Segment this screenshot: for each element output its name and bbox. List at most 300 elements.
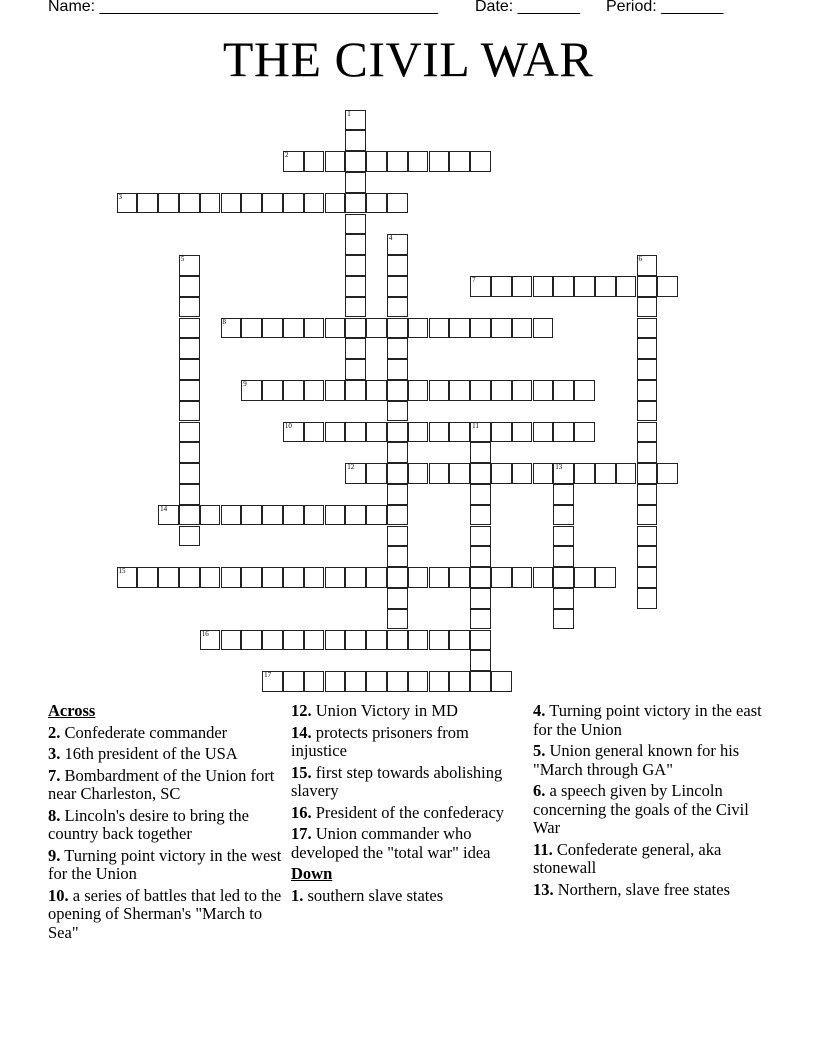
clue-number: 5.: [533, 741, 546, 760]
crossword-cell[interactable]: [179, 463, 200, 484]
clue-number-label: 2: [284, 151, 289, 160]
crossword-cell[interactable]: [574, 276, 595, 297]
crossword-cell[interactable]: [470, 546, 491, 567]
crossword-cell[interactable]: [408, 567, 429, 588]
crossword-cell[interactable]: [449, 380, 470, 401]
crossword-cell[interactable]: [221, 505, 242, 526]
crossword-cell[interactable]: [408, 671, 429, 692]
clue-item: [291, 764, 523, 801]
crossword-cell[interactable]: [262, 505, 283, 526]
crossword-cell[interactable]: [117, 193, 138, 214]
clue-number-label: 10: [284, 421, 292, 430]
crossword-cell[interactable]: [491, 380, 512, 401]
crossword-cell[interactable]: [533, 567, 554, 588]
crossword-cell[interactable]: [345, 297, 366, 318]
crossword-cell[interactable]: [179, 505, 200, 526]
crossword-cell[interactable]: [429, 567, 450, 588]
crossword-cell[interactable]: [387, 505, 408, 526]
clue-item: [48, 807, 284, 844]
crossword-cell[interactable]: [470, 650, 491, 671]
crossword-cell[interactable]: [117, 567, 138, 588]
clue-item: [291, 887, 523, 906]
clue-number-label: 7: [472, 275, 476, 284]
crossword-cell[interactable]: [637, 463, 658, 484]
clue-number-label: 13: [555, 463, 563, 472]
crossword-cell[interactable]: [574, 567, 595, 588]
crossword-cell[interactable]: [429, 318, 450, 339]
crossword-cell[interactable]: [512, 567, 533, 588]
crossword-cell[interactable]: [221, 567, 242, 588]
crossword-cell[interactable]: [470, 609, 491, 630]
clue-number-label: 16: [201, 629, 209, 638]
crossword-cell[interactable]: [637, 255, 658, 276]
crossword-cell[interactable]: [345, 380, 366, 401]
crossword-cell[interactable]: [429, 422, 450, 443]
crossword-cell[interactable]: [637, 546, 658, 567]
crossword-cell[interactable]: [366, 671, 387, 692]
crossword-cell[interactable]: [637, 526, 658, 547]
clue-number-label: 6: [638, 255, 642, 264]
crossword-cell[interactable]: [449, 318, 470, 339]
clue-number-label: 17: [264, 671, 272, 680]
crossword-cell[interactable]: [158, 505, 179, 526]
crossword-cell[interactable]: [574, 463, 595, 484]
crossword-cell[interactable]: [304, 151, 325, 172]
crossword-cell[interactable]: [179, 276, 200, 297]
crossword-cell[interactable]: [637, 422, 658, 443]
crossword-cell[interactable]: [553, 526, 574, 547]
crossword-cell[interactable]: [283, 380, 304, 401]
crossword-cell[interactable]: [491, 276, 512, 297]
crossword-cell[interactable]: [533, 380, 554, 401]
clue-number-label: 8: [222, 317, 226, 326]
crossword-cell[interactable]: [449, 151, 470, 172]
clue-text: 16th president of the USA: [60, 744, 238, 763]
crossword-cell[interactable]: [304, 630, 325, 651]
crossword-cell[interactable]: [179, 442, 200, 463]
clue-number: 12.: [291, 701, 312, 720]
crossword-cell[interactable]: [387, 255, 408, 276]
clue-number: 17.: [291, 824, 312, 843]
crossword-cell[interactable]: [366, 318, 387, 339]
crossword-cell[interactable]: [241, 505, 262, 526]
crossword-cell[interactable]: [241, 318, 262, 339]
crossword-cell[interactable]: [637, 338, 658, 359]
crossword-cell[interactable]: [595, 276, 616, 297]
crossword-cell[interactable]: [637, 442, 658, 463]
crossword-cell[interactable]: [262, 671, 283, 692]
crossword-cell[interactable]: [366, 567, 387, 588]
crossword-cell[interactable]: [491, 671, 512, 692]
crossword-cell[interactable]: [387, 297, 408, 318]
crossword-cell[interactable]: [366, 422, 387, 443]
crossword-cell[interactable]: [179, 484, 200, 505]
crossword-cell[interactable]: [304, 422, 325, 443]
clue-number-label: 12: [347, 463, 355, 472]
crossword-cell[interactable]: [137, 193, 158, 214]
crossword-cell[interactable]: [429, 463, 450, 484]
crossword-cell[interactable]: [470, 442, 491, 463]
crossword-cell[interactable]: [179, 526, 200, 547]
clue-text: Bombardment of the Union fort near Charleston, SC: [48, 765, 275, 803]
crossword-cell[interactable]: [304, 567, 325, 588]
crossword-cell[interactable]: [366, 380, 387, 401]
crossword-cell[interactable]: [657, 276, 678, 297]
crossword-cell[interactable]: [325, 193, 346, 214]
crossword-cell[interactable]: [366, 505, 387, 526]
clue-number-label: 15: [118, 567, 126, 576]
crossword-cell[interactable]: [345, 130, 366, 151]
crossword-cell[interactable]: [387, 609, 408, 630]
crossword-cell[interactable]: [179, 318, 200, 339]
clue-number: 16.: [291, 802, 312, 822]
crossword-cell[interactable]: [345, 463, 366, 484]
crossword-cell[interactable]: [137, 567, 158, 588]
crossword-cell[interactable]: [387, 359, 408, 380]
clue-number: 7.: [48, 765, 61, 785]
crossword-cell[interactable]: [387, 630, 408, 651]
crossword-cell[interactable]: [449, 463, 470, 484]
clue-item: [533, 742, 773, 779]
clue-item: [48, 767, 284, 804]
crossword-cell[interactable]: [553, 505, 574, 526]
crossword-cell[interactable]: [304, 193, 325, 214]
clue-item: [533, 702, 773, 739]
crossword-cell[interactable]: [387, 234, 408, 255]
crossword-cell[interactable]: [657, 463, 678, 484]
clue-text: Union commander who developed the "total war" idea: [291, 824, 491, 862]
crossword-cell[interactable]: [491, 318, 512, 339]
clues-column-3: [533, 702, 773, 902]
crossword-cell[interactable]: [345, 110, 366, 131]
clue-text: Confederate commander: [60, 722, 228, 742]
clue-number-label: 5: [180, 255, 185, 264]
clue-item: [48, 847, 284, 884]
clue-item: [533, 782, 773, 838]
clue-number: 8.: [48, 805, 61, 825]
crossword-cell[interactable]: [470, 588, 491, 609]
crossword-cell[interactable]: [470, 276, 491, 297]
crossword-cell[interactable]: [470, 463, 491, 484]
clue-item: [291, 804, 523, 823]
crossword-cell[interactable]: [387, 338, 408, 359]
crossword-cell[interactable]: [387, 401, 408, 422]
crossword-cell[interactable]: [449, 630, 470, 651]
crossword-cell[interactable]: [283, 567, 304, 588]
crossword-cell[interactable]: [200, 505, 221, 526]
crossword-cell[interactable]: [387, 318, 408, 339]
crossword-cell[interactable]: [345, 630, 366, 651]
crossword-cell[interactable]: [241, 630, 262, 651]
crossword-cell[interactable]: [200, 630, 221, 651]
crossword-cell[interactable]: [429, 380, 450, 401]
crossword-cell[interactable]: [595, 463, 616, 484]
clue-item: [48, 745, 284, 764]
clue-number: 14.: [291, 722, 312, 742]
crossword-cell[interactable]: [512, 276, 533, 297]
down-list-1: [291, 887, 523, 906]
crossword-cell[interactable]: [366, 151, 387, 172]
crossword-cell[interactable]: [470, 318, 491, 339]
crossword-cell[interactable]: [325, 567, 346, 588]
crossword-cell[interactable]: [179, 401, 200, 422]
name-field[interactable]: Name: ______________________________________: [48, 0, 438, 15]
crossword-cell[interactable]: [574, 380, 595, 401]
crossword-cell[interactable]: [387, 546, 408, 567]
crossword-cell[interactable]: [325, 151, 346, 172]
clue-item: [533, 841, 773, 878]
crossword-cell[interactable]: [387, 526, 408, 547]
clue-number: 13.: [533, 879, 554, 899]
clue-text: Turning point victory in the east for the Union: [533, 701, 762, 739]
crossword-cell[interactable]: [637, 588, 658, 609]
clue-text: first step towards abolishing slavery: [291, 762, 503, 800]
crossword-cell[interactable]: [408, 318, 429, 339]
crossword-cell[interactable]: [449, 567, 470, 588]
across-list-1: [48, 724, 284, 943]
crossword-cell[interactable]: [429, 630, 450, 651]
crossword-cell[interactable]: [304, 318, 325, 339]
crossword-cell[interactable]: [387, 151, 408, 172]
crossword-cell[interactable]: [512, 380, 533, 401]
clue-number-label: 14: [160, 504, 168, 513]
crossword-cell[interactable]: [533, 318, 554, 339]
crossword-cell[interactable]: [221, 630, 242, 651]
clues-column-2: [291, 702, 523, 908]
clue-text: Union Victory in MD: [311, 701, 458, 720]
crossword-cell[interactable]: [387, 422, 408, 443]
clue-text: Confederate general, aka stonewall: [533, 839, 722, 877]
crossword-cell[interactable]: [221, 318, 242, 339]
clue-number: 2.: [48, 722, 61, 742]
crossword-cell[interactable]: [553, 588, 574, 609]
crossword-cell[interactable]: [449, 422, 470, 443]
crossword-cell[interactable]: [533, 276, 554, 297]
crossword-cell[interactable]: [387, 484, 408, 505]
crossword-cell[interactable]: [366, 193, 387, 214]
crossword-cell[interactable]: [637, 567, 658, 588]
crossword-cell[interactable]: [345, 234, 366, 255]
clue-text: Union general known for his "March through GA": [533, 741, 740, 779]
crossword-cell[interactable]: [283, 630, 304, 651]
crossword-cell[interactable]: [325, 318, 346, 339]
clue-number-label: 1: [347, 109, 351, 118]
crossword-cell[interactable]: [470, 151, 491, 172]
crossword-cell[interactable]: [637, 401, 658, 422]
across-list-2: [291, 702, 523, 862]
crossword-cell[interactable]: [345, 318, 366, 339]
crossword-cell[interactable]: [366, 463, 387, 484]
crossword-cell[interactable]: [470, 484, 491, 505]
crossword-cell[interactable]: [325, 422, 346, 443]
crossword-cell[interactable]: [241, 193, 262, 214]
crossword-cell[interactable]: [304, 505, 325, 526]
clue-item: [48, 724, 284, 743]
crossword-cell[interactable]: [158, 567, 179, 588]
crossword-cell[interactable]: [553, 567, 574, 588]
crossword-cell[interactable]: [553, 276, 574, 297]
crossword-cell[interactable]: [637, 318, 658, 339]
crossword-cell[interactable]: [200, 567, 221, 588]
clue-text: a series of battles that led to the opening of Sherman's "March to Sea": [48, 885, 282, 942]
crossword-cell[interactable]: [408, 151, 429, 172]
crossword-cell[interactable]: [283, 318, 304, 339]
clue-number: 4.: [533, 701, 546, 720]
down-heading: Down: [291, 864, 333, 883]
date-field[interactable]: Date: _______: [475, 0, 580, 15]
crossword-cell[interactable]: [387, 463, 408, 484]
crossword-cell[interactable]: [179, 359, 200, 380]
crossword-cell[interactable]: [637, 297, 658, 318]
crossword-cell[interactable]: [470, 671, 491, 692]
crossword-cell[interactable]: [553, 546, 574, 567]
crossword-cell[interactable]: [553, 380, 574, 401]
crossword-cell[interactable]: [512, 318, 533, 339]
crossword-cell[interactable]: [262, 380, 283, 401]
crossword-cell[interactable]: [345, 276, 366, 297]
crossword-cell[interactable]: [325, 380, 346, 401]
crossword-cell[interactable]: [449, 671, 470, 692]
crossword-cell[interactable]: [179, 297, 200, 318]
crossword-cell[interactable]: [345, 255, 366, 276]
crossword-cell[interactable]: [470, 526, 491, 547]
crossword-cell[interactable]: [637, 505, 658, 526]
crossword-cell[interactable]: [387, 671, 408, 692]
crossword-cell[interactable]: [262, 567, 283, 588]
crossword-cell[interactable]: [387, 442, 408, 463]
crossword-cell[interactable]: [387, 588, 408, 609]
crossword-cell[interactable]: [387, 567, 408, 588]
crossword-cell[interactable]: [470, 380, 491, 401]
clue-item: [48, 887, 284, 943]
clue-number: 3.: [48, 744, 61, 763]
crossword-cell[interactable]: [283, 671, 304, 692]
clue-text: Northern, slave free states: [553, 879, 731, 899]
crossword-cell[interactable]: [595, 567, 616, 588]
crossword-cell[interactable]: [345, 151, 366, 172]
crossword-cell[interactable]: [533, 463, 554, 484]
crossword-cell[interactable]: [637, 380, 658, 401]
crossword-cell[interactable]: [637, 359, 658, 380]
crossword-cell[interactable]: [470, 505, 491, 526]
crossword-cell[interactable]: [283, 151, 304, 172]
crossword-cell[interactable]: [491, 463, 512, 484]
clue-number-label: 9: [243, 379, 247, 388]
crossword-cell[interactable]: [408, 380, 429, 401]
crossword-cell[interactable]: [283, 505, 304, 526]
crossword-cell[interactable]: [429, 671, 450, 692]
crossword-cell[interactable]: [387, 193, 408, 214]
crossword-cell[interactable]: [553, 463, 574, 484]
crossword-cell[interactable]: [158, 193, 179, 214]
crossword-cell[interactable]: [241, 567, 262, 588]
clues-column-1: [48, 702, 284, 945]
crossword-cell[interactable]: [325, 505, 346, 526]
crossword-cell[interactable]: [553, 484, 574, 505]
crossword-cell[interactable]: [345, 338, 366, 359]
clue-number: 9.: [48, 845, 61, 865]
crossword-cell[interactable]: [470, 567, 491, 588]
crossword-cell[interactable]: [533, 422, 554, 443]
crossword-cell[interactable]: [491, 422, 512, 443]
crossword-cell[interactable]: [345, 505, 366, 526]
crossword-cell[interactable]: [200, 193, 221, 214]
crossword-cell[interactable]: [408, 422, 429, 443]
crossword-cell[interactable]: [179, 338, 200, 359]
crossword-cell[interactable]: [241, 380, 262, 401]
crossword-cell[interactable]: [283, 193, 304, 214]
page-title: THE CIVIL WAR: [222, 31, 594, 87]
crossword-cell[interactable]: [304, 380, 325, 401]
crossword-cell[interactable]: [512, 463, 533, 484]
clue-text: Lincoln's desire to bring the country back together: [48, 805, 249, 843]
period-field[interactable]: Period: _______: [606, 0, 724, 15]
clue-number: 15.: [291, 762, 312, 782]
crossword-cell[interactable]: [345, 359, 366, 380]
clue-text: a speech given by Lincoln concerning the goals of the Civil War: [533, 781, 749, 837]
crossword-cell[interactable]: [387, 276, 408, 297]
clue-number: 1.: [291, 885, 304, 905]
crossword-cell[interactable]: [574, 422, 595, 443]
crossword-cell[interactable]: [345, 567, 366, 588]
crossword-cell[interactable]: [345, 671, 366, 692]
crossword-cell[interactable]: [470, 630, 491, 651]
crossword-cell[interactable]: [387, 380, 408, 401]
crossword-cell[interactable]: [325, 671, 346, 692]
crossword-cell[interactable]: [616, 463, 637, 484]
crossword-cell[interactable]: [345, 214, 366, 235]
clue-item: [533, 881, 773, 900]
crossword-cell[interactable]: [179, 422, 200, 443]
clue-text: protects prisoners from injustice: [291, 722, 469, 760]
crossword-cell[interactable]: [325, 630, 346, 651]
crossword-cell[interactable]: [512, 422, 533, 443]
crossword-cell[interactable]: [637, 484, 658, 505]
crossword-cell[interactable]: [262, 193, 283, 214]
crossword-cell[interactable]: [262, 318, 283, 339]
clue-number-label: 11: [472, 421, 479, 430]
crossword-cell[interactable]: [179, 255, 200, 276]
crossword-cell[interactable]: [470, 422, 491, 443]
crossword-cell[interactable]: [408, 630, 429, 651]
crossword-cell[interactable]: [429, 151, 450, 172]
crossword-cell[interactable]: [637, 276, 658, 297]
crossword-cell[interactable]: [179, 567, 200, 588]
clue-number: 11.: [533, 839, 553, 859]
clue-text: President of the confederacy: [311, 802, 505, 822]
crossword-cell[interactable]: [179, 193, 200, 214]
clue-item: [291, 702, 523, 721]
crossword-cell[interactable]: [179, 380, 200, 401]
crossword-cell[interactable]: [221, 193, 242, 214]
crossword-cell[interactable]: [408, 463, 429, 484]
clue-text: southern slave states: [303, 885, 444, 905]
crossword-cell[interactable]: [345, 422, 366, 443]
crossword-cell[interactable]: [304, 671, 325, 692]
crossword-cell[interactable]: [553, 422, 574, 443]
crossword-cell[interactable]: [345, 193, 366, 214]
clue-number: 6.: [533, 781, 546, 800]
crossword-cell[interactable]: [616, 276, 637, 297]
crossword-cell[interactable]: [491, 567, 512, 588]
crossword-cell[interactable]: [262, 630, 283, 651]
clue-item: [291, 825, 523, 862]
crossword-cell[interactable]: [283, 422, 304, 443]
crossword-cell[interactable]: [553, 609, 574, 630]
crossword-cell[interactable]: [345, 172, 366, 193]
crossword-cell[interactable]: [366, 630, 387, 651]
clue-item: [291, 724, 523, 761]
